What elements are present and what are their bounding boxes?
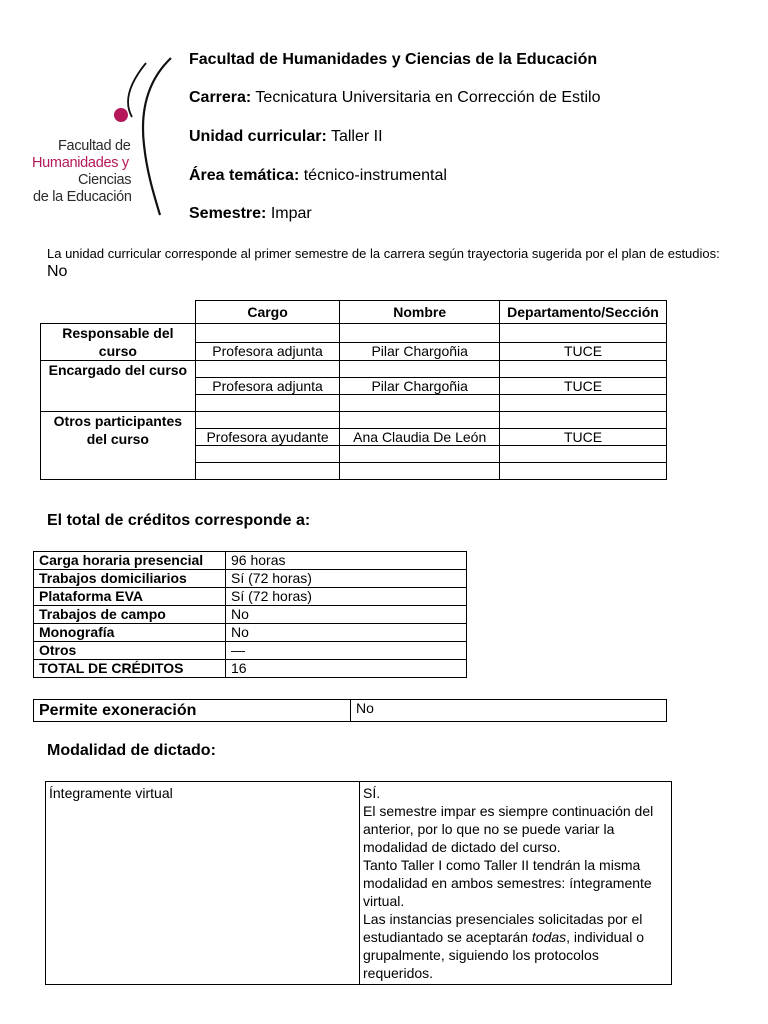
logo-text-line-2: Humanidades y (32, 155, 129, 171)
table-row (34, 660, 467, 678)
semester-note-answer: No (47, 263, 68, 280)
credit-value: Sí (72 horas) (226, 588, 467, 606)
area-value: técnico-instrumental (303, 167, 447, 184)
exoneracion-value: No (351, 700, 667, 722)
table-row (41, 324, 667, 343)
credit-total-label: TOTAL DE CRÉDITOS (34, 660, 226, 678)
modalidad-heading: Modalidad de dictado: (47, 742, 216, 759)
blank-corner (41, 301, 196, 324)
semester-note (47, 245, 727, 281)
depto-cell: TUCE (500, 378, 667, 395)
exoneracion-table (33, 699, 667, 722)
credit-label: Trabajos domiciliarios (34, 570, 226, 588)
semestre-field (189, 205, 312, 223)
carrera-value: Tecnicatura Universitaria en Corrección de Estilo (255, 89, 601, 106)
credit-value: 96 horas (226, 552, 467, 570)
modalidad-paragraph-1: El semestre impar es siempre continuación del anterior, por lo que no se puede variar la modalidad de dictado del curso. (363, 803, 654, 855)
unidad-label: Unidad curricular: (189, 128, 327, 145)
credit-label: Otros (34, 642, 226, 660)
table-row (41, 361, 667, 378)
credit-value: No (226, 624, 467, 642)
table-row (34, 570, 467, 588)
role-responsable: Responsable del curso (41, 324, 196, 361)
modalidad-paragraph-2: Tanto Taller I como Taller II tendrán la misma modalidad en ambos semestres: íntegramente virtual. (363, 857, 652, 909)
credit-label: Carga horaria presencial (34, 552, 226, 570)
logo-text-line-1: Facultad de (58, 138, 131, 154)
modalidad-detail (360, 782, 672, 985)
nombre-cell: Ana Claudia De León (340, 429, 500, 446)
table-row (34, 700, 667, 722)
table-row (46, 782, 672, 985)
semestre-value: Impar (270, 205, 312, 222)
exoneracion-label: Permite exoneración (34, 700, 351, 722)
modalidad-answer: SÍ. (363, 785, 381, 801)
credit-value: Sí (72 horas) (226, 570, 467, 588)
depto-cell: TUCE (500, 342, 667, 361)
credits-table (33, 551, 467, 678)
table-row (41, 412, 667, 429)
unidad-value: Taller II (330, 128, 383, 145)
header-cargo: Cargo (195, 301, 340, 324)
nombre-cell: Pilar Chargoñia (340, 342, 500, 361)
staff-header-row (41, 301, 667, 324)
credit-label: Trabajos de campo (34, 606, 226, 624)
credits-heading: El total de créditos corresponde a: (47, 512, 311, 529)
header-departamento: Departamento/Sección (500, 301, 667, 324)
faculty-title: Facultad de Humanidades y Ciencias de la Educación (189, 51, 598, 68)
area-label: Área temática: (189, 167, 300, 184)
table-row (34, 624, 467, 642)
table-row (34, 606, 467, 624)
role-encargado: Encargado del curso (41, 361, 196, 412)
semestre-label: Semestre: (189, 205, 267, 222)
header-nombre: Nombre (340, 301, 500, 324)
carrera-field (189, 89, 600, 107)
table-row (34, 642, 467, 660)
staff-table (40, 300, 667, 480)
credit-label: Monografía (34, 624, 226, 642)
logo-text-line-4: de la Educación (33, 189, 132, 205)
logo-text-line-3: Ciencias (78, 172, 132, 188)
unidad-field (189, 128, 383, 146)
nombre-cell: Pilar Chargoñia (340, 378, 500, 395)
credit-value: No (226, 606, 467, 624)
credit-label: Plataforma EVA (34, 588, 226, 606)
cargo-cell: Profesora adjunta (195, 378, 340, 395)
table-row (34, 552, 467, 570)
cargo-cell: Profesora ayudante (195, 429, 340, 446)
role-otros: Otros participantes del curso (41, 412, 196, 480)
cargo-cell: Profesora adjunta (195, 342, 340, 361)
semester-note-text: La unidad curricular corresponde al primer semestre de la carrera según trayectoria sugerida por el plan de estudios: (47, 246, 720, 261)
modalidad-label: Íntegramente virtual (46, 782, 360, 985)
modalidad-paragraph-3: Las instancias presenciales solicitadas por el estudiantado se aceptarán todas, individual o grupalmente, siguiendo los protocolos requeridos. (363, 911, 644, 981)
depto-cell: TUCE (500, 429, 667, 446)
faculty-logo (28, 55, 178, 220)
carrera-label: Carrera: (189, 89, 252, 106)
modalidad-table (45, 781, 672, 985)
credit-value: — (226, 642, 467, 660)
area-field (189, 167, 447, 185)
credit-total-value: 16 (226, 660, 467, 678)
table-row (34, 588, 467, 606)
